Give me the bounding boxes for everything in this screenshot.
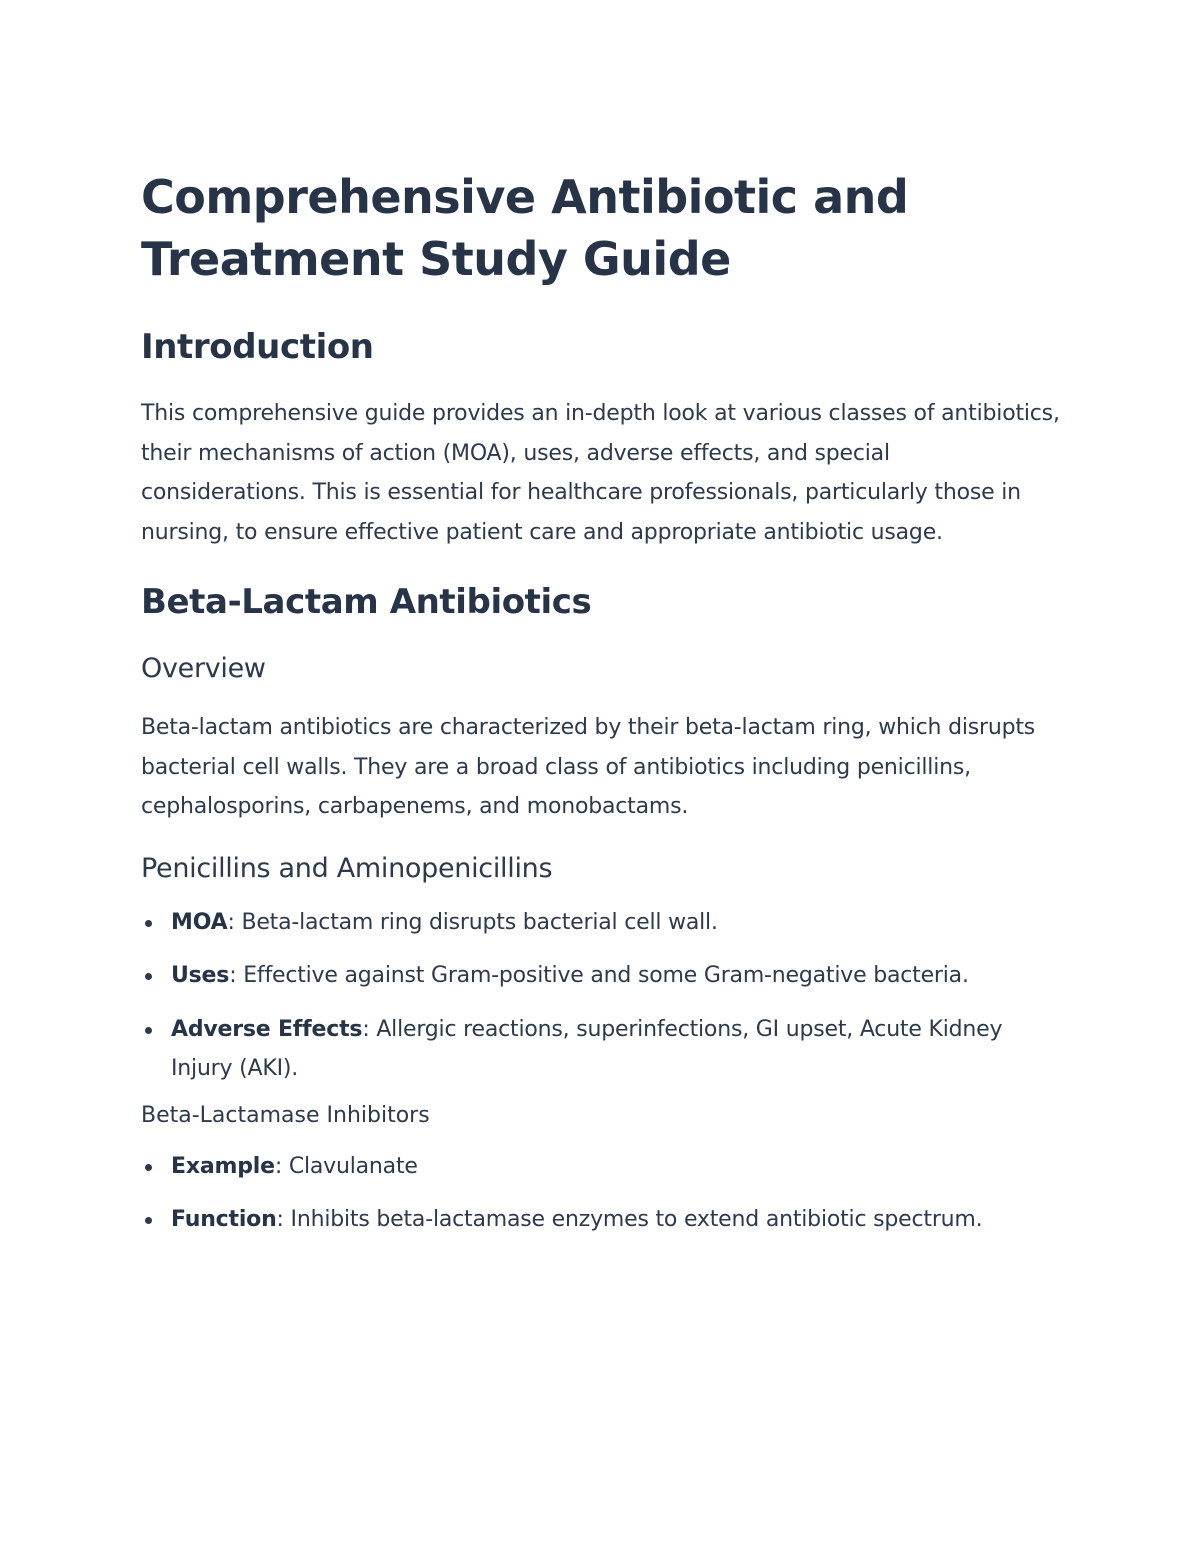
list-item [141, 1147, 1061, 1187]
introduction-heading: Introduction [141, 327, 374, 367]
overview-heading: Overview [141, 653, 266, 684]
item-term: Adverse Effects [171, 1016, 363, 1042]
list-item [141, 1200, 1061, 1240]
item-term: Example [171, 1153, 275, 1179]
bullet-icon [145, 973, 152, 980]
item-term: MOA [171, 909, 228, 935]
list-item [141, 903, 1061, 943]
inhibitors-heading: Beta-Lactamase Inhibitors [141, 1102, 430, 1128]
item-text: : Clavulanate [274, 1153, 418, 1179]
bullet-icon [145, 920, 152, 927]
penicillins-list [141, 903, 1061, 1089]
list-item [141, 1010, 1061, 1089]
item-term: Uses [171, 963, 230, 988]
penicillins-heading: Penicillins and Aminopenicillins [141, 852, 553, 884]
item-text: : Beta-lactam ring disrupts bacterial cell wall. [227, 909, 718, 935]
beta-lactam-heading: Beta-Lactam Antibiotics [141, 582, 592, 622]
bullet-icon [145, 1164, 152, 1171]
item-text: : Allergic reactions, superinfections, GI upset, Acute Kidney Injury (AKI). [171, 1016, 1003, 1081]
item-text: : Effective against Gram-positive and some Gram-negative bacteria. [229, 963, 969, 988]
inhibitors-list [141, 1147, 1061, 1240]
bullet-icon [145, 1027, 152, 1034]
document-title: Comprehensive Antibiotic and Treatment Study Guide [141, 170, 909, 286]
introduction-paragraph: This comprehensive guide provides an in-depth look at various classes of antibiotics, their mechanisms of action (MOA), uses, adverse effects, and special considerations. This is essential for healthcare professionals, particularly those in nursing, to ensure effective patient care and appropriate antibiotic usage. [141, 401, 1060, 545]
item-text: : Inhibits beta-lactamase enzymes to extend antibiotic spectrum. [276, 1207, 983, 1232]
overview-paragraph: Beta-lactam antibiotics are characterized by their beta-lactam ring, which disrupts bacterial cell walls. They are a broad class of antibiotics including penicillins, cephalosporins, carbapenems, and monobactams. [141, 715, 1036, 819]
bullet-icon [145, 1217, 152, 1224]
list-item [141, 956, 1061, 996]
document-page [141, 166, 1061, 1240]
item-term: Function [171, 1207, 277, 1232]
